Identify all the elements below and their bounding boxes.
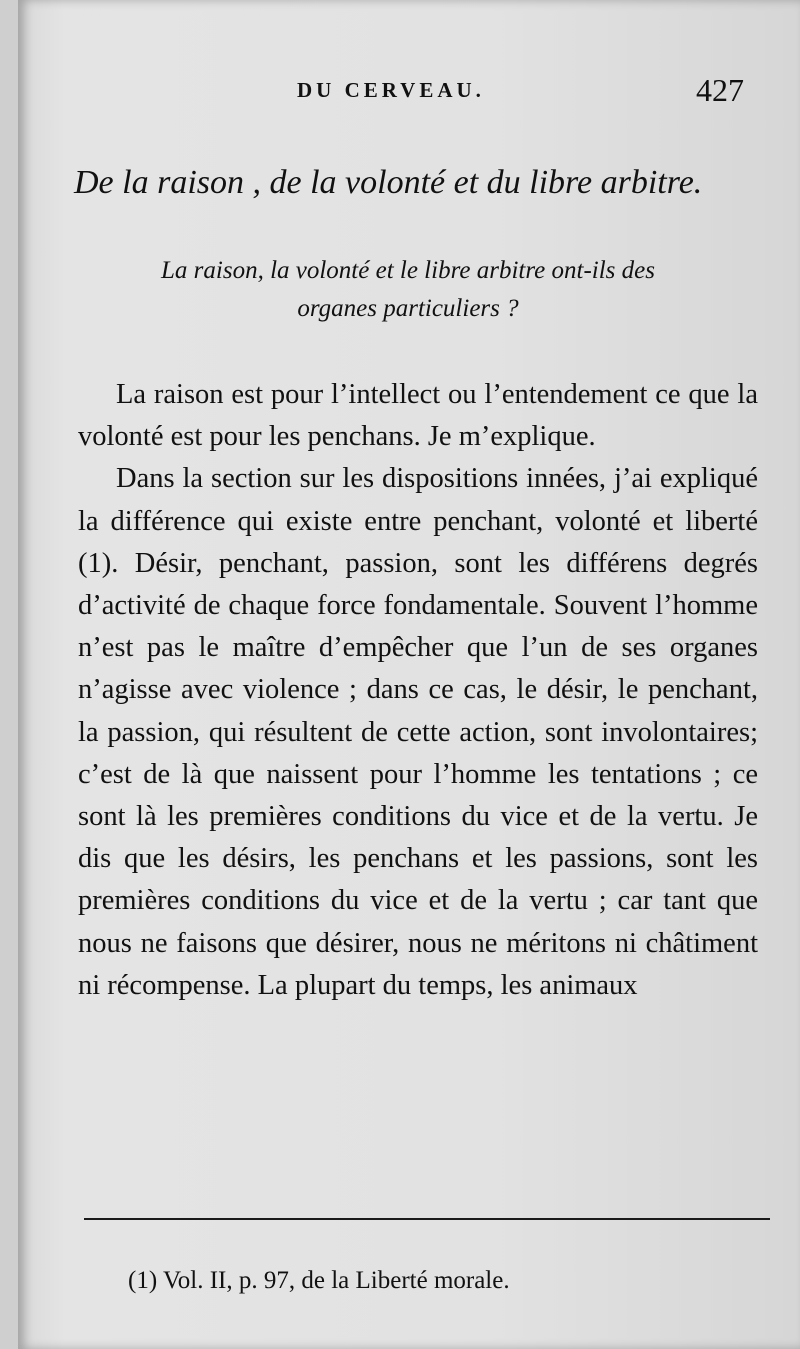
section-title: De la raison , de la volonté et du libre arbitre. [74, 164, 703, 201]
book-page [18, 0, 800, 1349]
body-text [78, 374, 758, 1007]
page-number: 427 [696, 72, 744, 108]
section-subtitle [78, 252, 738, 328]
footnote: (1) Vol. II, p. 97, de la Liberté morale. [128, 1267, 510, 1294]
page-header [18, 72, 800, 112]
running-title: DU CERVEAU. [297, 78, 485, 102]
footnote-divider [84, 1218, 770, 1220]
subtitle-line-1: La raison, la volonté et le libre arbitre ont-ils des [161, 257, 655, 284]
subtitle-line-2: organes particuliers ? [297, 295, 519, 322]
paragraph: La raison est pour l’intellect ou l’entendement ce que la volonté est pour les penchans. Je m’explique. [78, 379, 758, 453]
paragraph: Dans la section sur les dispositions innées, j’ai expliqué la différence qui existe entre penchant, volonté et liberté (1). Désir, penchant, passion, sont les différens degrés d’activité de chaque force fondamentale. Souvent l’homme n’est pas le maître d’empêcher que l’un de ses organes n’agisse avec violence ; dans ce cas, le désir, le penchant, la passion, qui résultent de cette action, sont involontaires; c’est de là que naissent pour l’homme les tentations ; ce sont là les premières conditions du vice et de la vertu. Je dis que les désirs, les penchans et les passions, sont les premières conditions du vice et de la vertu ; car tant que nous ne faisons que désirer, nous ne méritons ni châtiment ni récompense. La plupart du temps, les animaux [78, 463, 758, 1001]
